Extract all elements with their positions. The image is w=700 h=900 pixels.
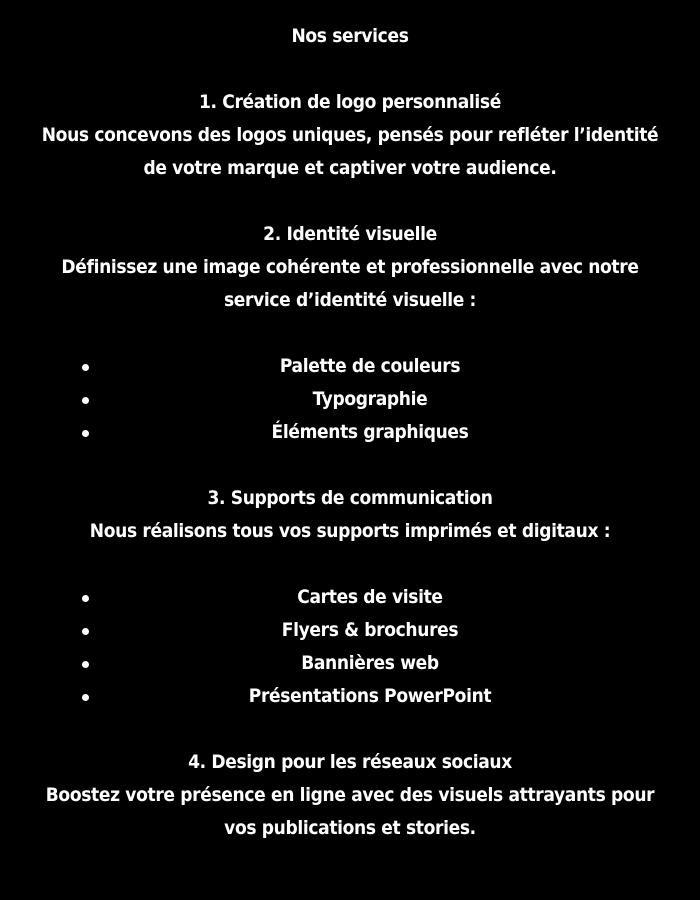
section-heading: 3. Supports de communication (207, 487, 493, 509)
list-item (36, 614, 664, 647)
bullet-dot-icon (82, 661, 89, 668)
section-text-line: vos publications et stories. (224, 817, 476, 839)
list-item-label: Éléments graphiques (271, 421, 469, 443)
section-text-line: de votre marque et captiver votre audience. (143, 157, 557, 179)
list-item (36, 680, 664, 713)
section-communication-supports (36, 482, 664, 713)
list-item (36, 581, 664, 614)
list-item-label: Cartes de visite (297, 586, 443, 608)
spacer (36, 185, 664, 218)
list-item-label: Présentations PowerPoint (248, 685, 492, 707)
section-logo (36, 86, 664, 185)
list-item-label: Typographie (312, 388, 428, 410)
section-text-line: Définissez une image cohérente et professionnelle avec notre (61, 256, 639, 278)
section-text-line: Nous concevons des logos uniques, pensés pour refléter l’identité (41, 124, 659, 146)
section-social-media (36, 746, 664, 845)
section-text-line: service d’identité visuelle : (223, 289, 477, 311)
list-item-label: Bannières web (301, 652, 439, 674)
bullet-list (36, 581, 664, 713)
section-visual-identity (36, 218, 664, 449)
bullet-dot-icon (82, 364, 89, 371)
spacer (36, 317, 664, 350)
bullet-dot-icon (82, 397, 89, 404)
bullet-dot-icon (82, 628, 89, 635)
spacer (36, 53, 664, 86)
bullet-dot-icon (82, 694, 89, 701)
spacer (36, 449, 664, 482)
section-text-line: Nous réalisons tous vos supports imprimés et digitaux : (89, 520, 611, 542)
section-heading: 1. Création de logo personnalisé (199, 91, 501, 113)
list-item-label: Palette de couleurs (279, 355, 461, 377)
list-item (36, 416, 664, 449)
bullet-dot-icon (82, 430, 89, 437)
section-heading: 2. Identité visuelle (263, 223, 437, 245)
bullet-dot-icon (82, 595, 89, 602)
bullet-list (36, 350, 664, 449)
list-item (36, 383, 664, 416)
page-title: Nos services (291, 25, 409, 47)
section-text-line: Boostez votre présence en ligne avec des visuels attrayants pour (45, 784, 655, 806)
spacer (36, 548, 664, 581)
list-item (36, 647, 664, 680)
list-item (36, 350, 664, 383)
section-heading: 4. Design pour les réseaux sociaux (188, 751, 512, 773)
spacer (36, 713, 664, 746)
list-item-label: Flyers & brochures (281, 619, 459, 641)
